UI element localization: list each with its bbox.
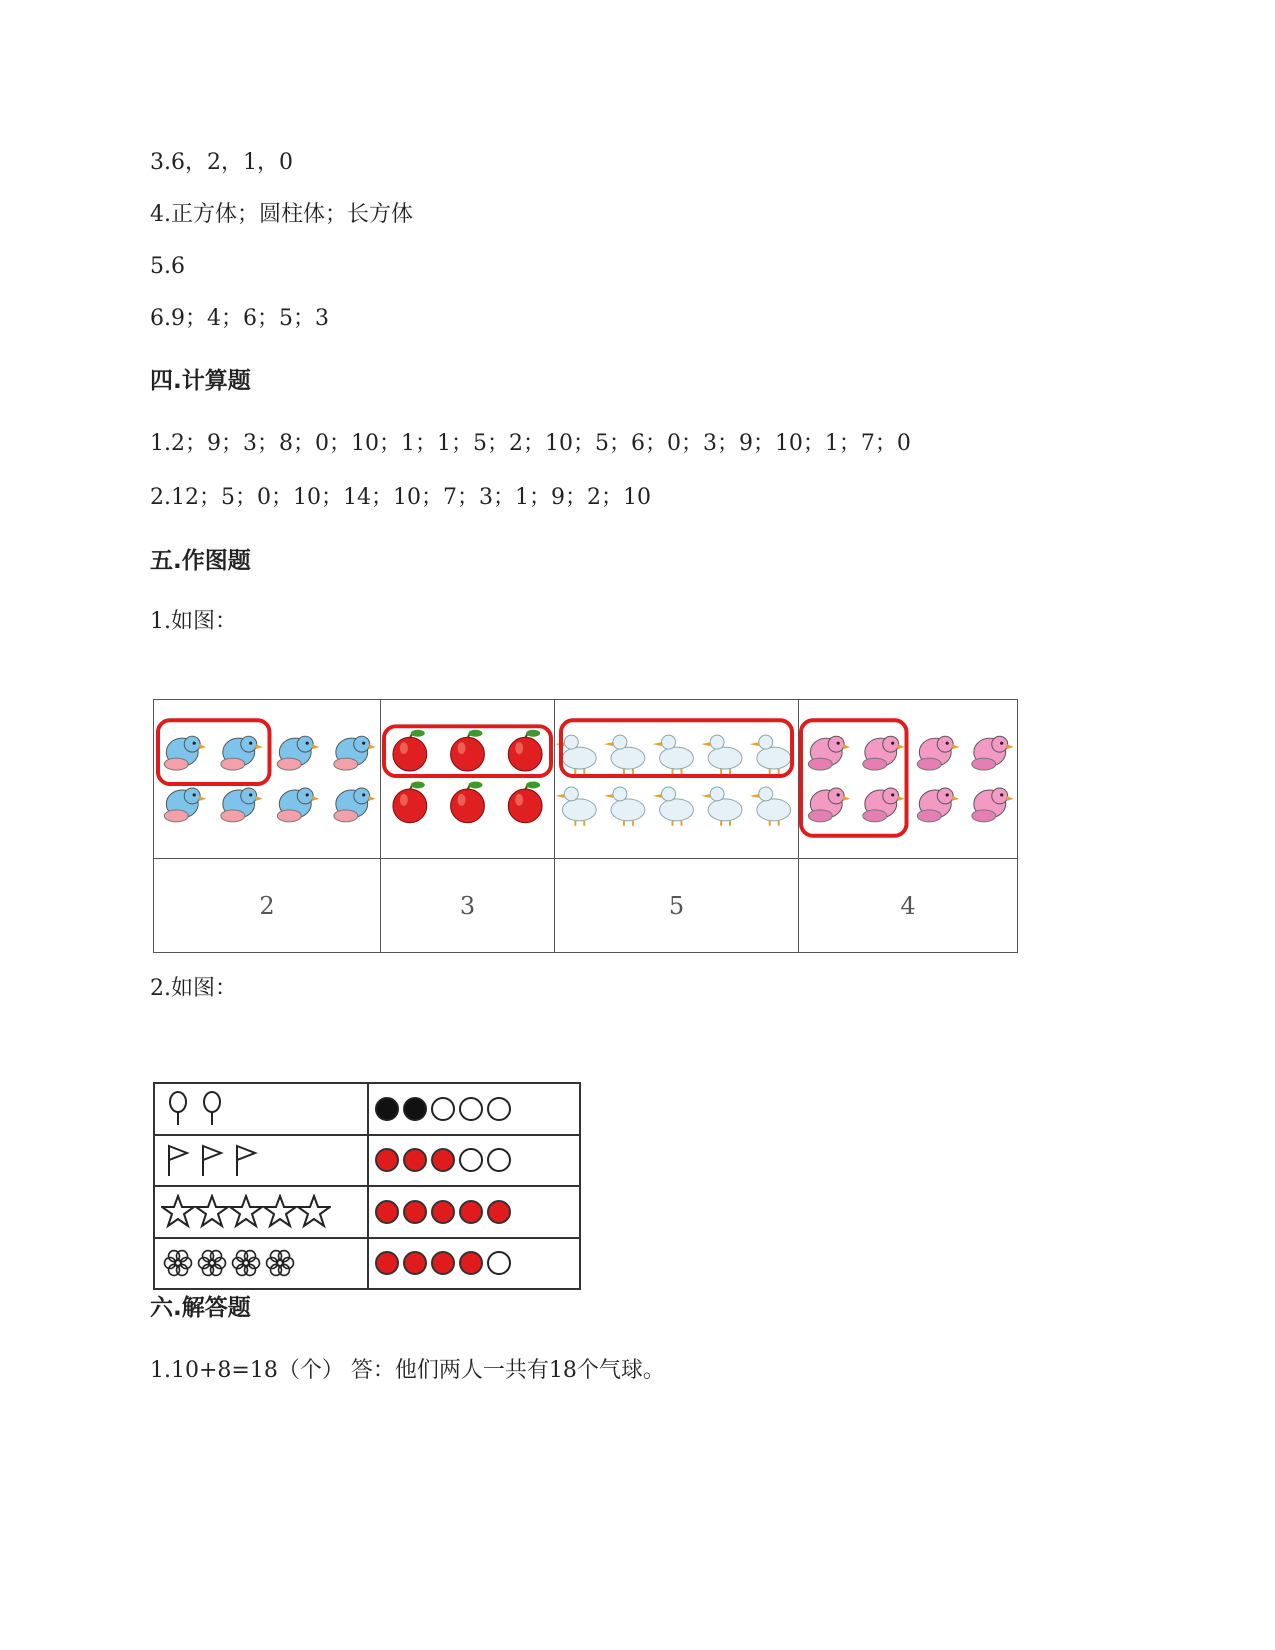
- filled-dot: [375, 1097, 399, 1121]
- bird-icon: [221, 736, 263, 770]
- star-icons: [161, 1201, 331, 1220]
- filled-dot: [459, 1251, 483, 1275]
- flower-icon: [195, 1245, 229, 1281]
- figure-caption-1: 1.如图：: [150, 609, 237, 634]
- filled-dot: [431, 1251, 455, 1275]
- dots-row-2: [368, 1135, 580, 1187]
- count-pink-birds: 4: [799, 859, 1018, 953]
- count-blue-birds: 2: [154, 859, 381, 953]
- star-icon: [297, 1194, 331, 1230]
- empty-dot: [459, 1097, 483, 1121]
- filled-dot: [375, 1148, 399, 1172]
- apple-icon: [451, 730, 485, 771]
- bird-icon: [917, 736, 959, 770]
- apple-icon: [508, 781, 542, 822]
- bird-icon: [277, 736, 319, 770]
- dots-row-4: [368, 1238, 580, 1290]
- star-icon: [263, 1194, 297, 1230]
- flower-icon: [161, 1245, 195, 1281]
- duck-icon: [750, 787, 791, 826]
- flower-icons: [161, 1253, 297, 1272]
- duck-icon: [604, 787, 645, 826]
- filled-dot: [403, 1148, 427, 1172]
- filled-dot: [459, 1200, 483, 1224]
- blue-birds-group: [154, 700, 380, 858]
- empty-dot: [487, 1097, 511, 1121]
- filled-dot: [487, 1200, 511, 1224]
- empty-dot: [431, 1097, 455, 1121]
- flag-icon: [229, 1142, 263, 1178]
- flower-icon: [229, 1245, 263, 1281]
- count-apples: 3: [381, 859, 555, 953]
- flag-icons: [161, 1150, 263, 1169]
- apple-icon: [393, 781, 427, 822]
- duck-icon: [653, 787, 694, 826]
- dots-row-1: [368, 1083, 580, 1135]
- apple-icon: [393, 730, 427, 771]
- bird-icon: [972, 736, 1014, 770]
- answer-line-4: 4.正方体；圆柱体；长方体: [150, 202, 413, 227]
- solve-answer-1: 1.10+8=18（个） 答：他们两人一共有18个气球。: [150, 1358, 665, 1383]
- answer-line-5: 5.6: [150, 254, 185, 279]
- balloon-icon: [161, 1091, 195, 1127]
- flower-icon: [263, 1245, 297, 1281]
- bird-icon: [972, 788, 1014, 822]
- balloons-cell: [154, 1083, 368, 1135]
- star-icon: [229, 1194, 263, 1230]
- bird-icon: [164, 788, 206, 822]
- flags-cell: [154, 1135, 368, 1187]
- empty-dot: [487, 1148, 511, 1172]
- counting-figure-table: [153, 699, 1017, 953]
- bird-icon: [334, 736, 376, 770]
- dots-row-3: [368, 1186, 580, 1238]
- apples-cell: [381, 700, 555, 859]
- figure-caption-2: 2.如图：: [150, 976, 237, 1001]
- duck-icon: [653, 735, 694, 774]
- dot-matching-table: [153, 1082, 581, 1290]
- filled-dot: [375, 1200, 399, 1224]
- bird-icon: [334, 788, 376, 822]
- calc-answer-2: 2.12；5；0；10；14；10；7；3；1；9；2；10: [150, 485, 651, 510]
- bird-icon: [808, 788, 850, 822]
- empty-dot: [459, 1148, 483, 1172]
- duck-icon: [555, 787, 596, 826]
- apple-icon: [508, 730, 542, 771]
- apples-group: [381, 700, 554, 858]
- answer-line-6: 6.9；4；6；5；3: [150, 306, 329, 331]
- empty-dot: [487, 1251, 511, 1275]
- filled-dot: [403, 1251, 427, 1275]
- bird-icon: [277, 788, 319, 822]
- balloon-icon: [195, 1091, 229, 1127]
- count-ducks: 5: [555, 859, 799, 953]
- duck-icon: [701, 735, 742, 774]
- flowers-cell: [154, 1238, 368, 1290]
- flag-icon: [161, 1142, 195, 1178]
- duck-icon: [701, 787, 742, 826]
- star-icon: [195, 1194, 229, 1230]
- bird-icon: [164, 736, 206, 770]
- filled-dot: [403, 1200, 427, 1224]
- apple-icon: [451, 781, 485, 822]
- duck-icon: [750, 735, 791, 774]
- filled-dot: [375, 1251, 399, 1275]
- bird-icon: [863, 788, 905, 822]
- ducks-cell: [555, 700, 799, 859]
- filled-dot: [403, 1097, 427, 1121]
- bird-icon: [917, 788, 959, 822]
- balloon-icons: [161, 1098, 229, 1117]
- calc-answer-1: 1.2；9；3；8；0；10；1；1；5；2；10；5；6；0；3；9；10；1；7；0: [150, 431, 911, 456]
- section-heading-drawing: 五.作图题: [150, 548, 251, 574]
- flag-icon: [195, 1142, 229, 1178]
- filled-dot: [431, 1148, 455, 1172]
- filled-dot: [431, 1200, 455, 1224]
- section-heading-solve: 六.解答题: [150, 1295, 251, 1321]
- bird-icon: [863, 736, 905, 770]
- section-heading-calc: 四.计算题: [150, 368, 251, 394]
- answer-line-3: 3.6，2，1，0: [150, 150, 293, 175]
- blue-birds-cell: [154, 700, 381, 859]
- bird-icon: [808, 736, 850, 770]
- ducks-group: [555, 700, 798, 858]
- pink-birds-cell: [799, 700, 1018, 859]
- stars-cell: [154, 1186, 368, 1238]
- duck-icon: [604, 735, 645, 774]
- star-icon: [161, 1194, 195, 1230]
- pink-birds-group: [799, 700, 1017, 858]
- bird-icon: [221, 788, 263, 822]
